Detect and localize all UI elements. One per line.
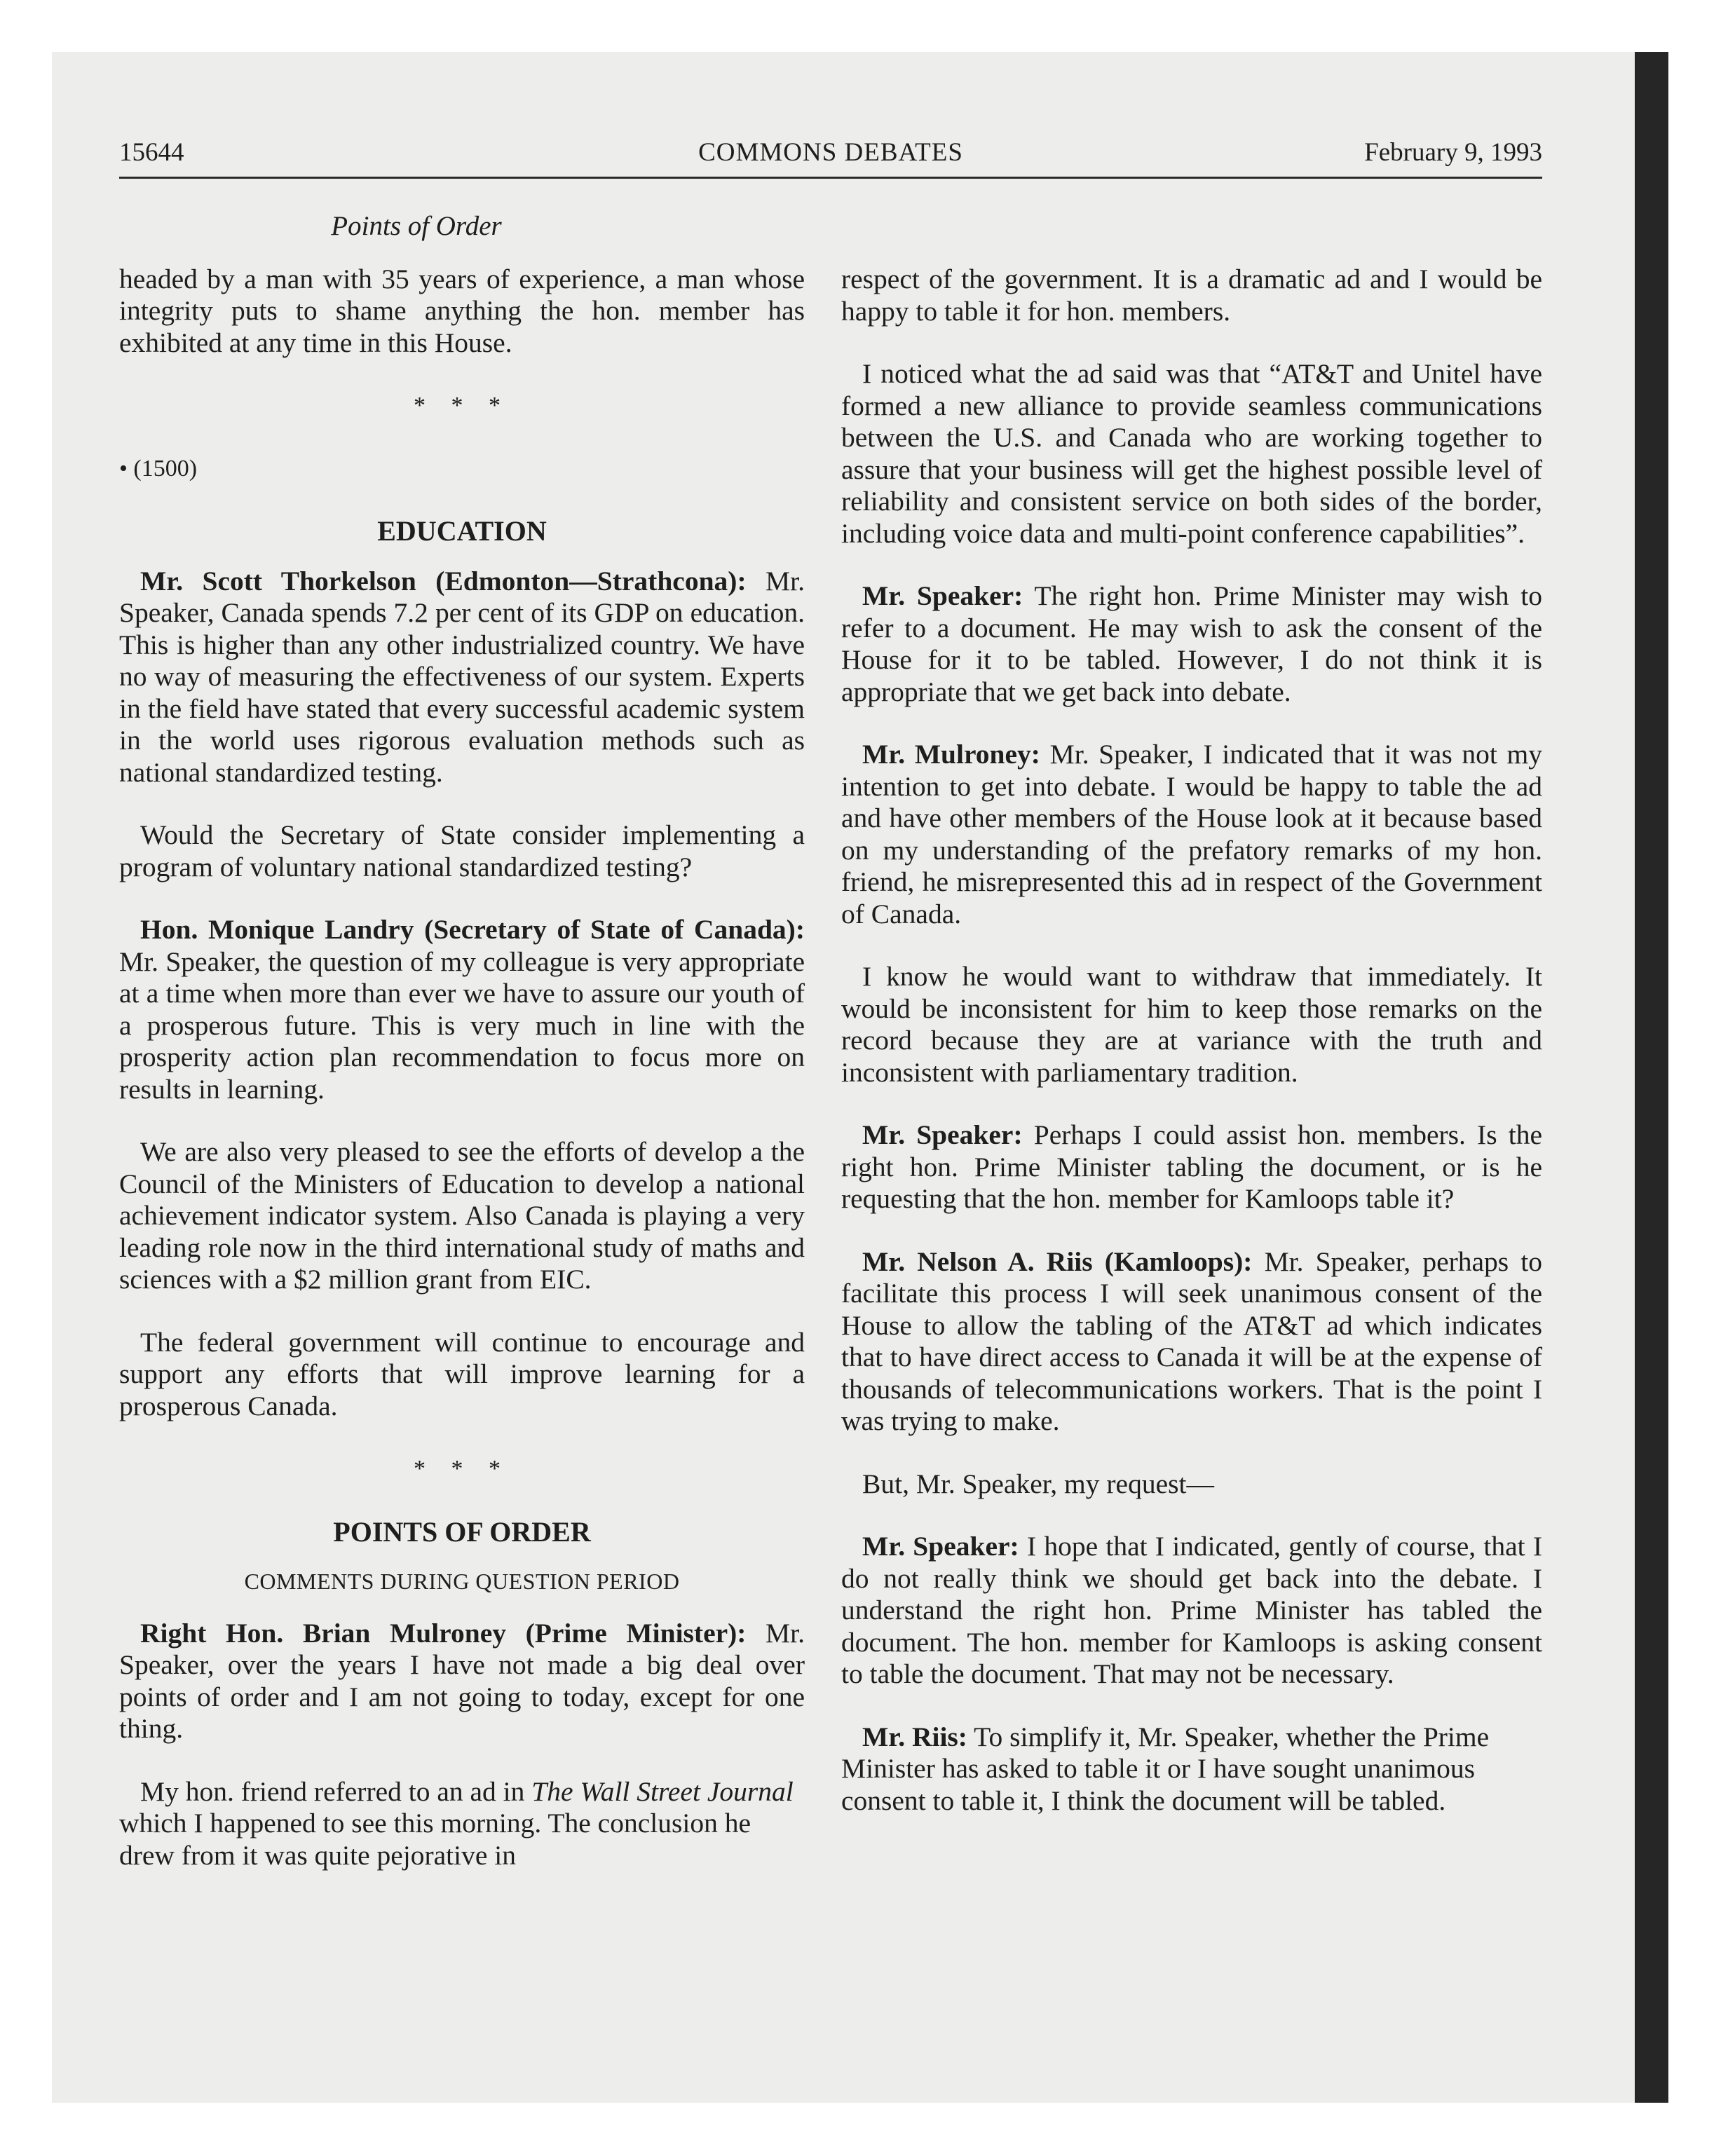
- speech-text: Mr. Speaker, perhaps to facilitate this process I will seek unanimous consent of the House to allow the tabling of the AT&T ad which indicates that to have direct access to Canada it will be at the expense of thousands of telecommunications workers. That is the point I was trying to make.: [841, 1246, 1543, 1436]
- speaker-name: Mr. Speaker:: [862, 580, 1023, 611]
- section-separator: * * *: [414, 393, 510, 418]
- section-heading-education: EDUCATION: [377, 515, 547, 547]
- speaker-name: Mr. Riis:: [862, 1721, 967, 1752]
- speaker-name: Mr. Nelson A. Riis (Kamloops):: [862, 1246, 1253, 1277]
- paragraph: respect of the government. It is a dramatic ad and I would be happy to table it for hon. members.: [841, 264, 1542, 327]
- paragraph: [119, 914, 805, 1105]
- publication-date: February 9, 1993: [1364, 138, 1542, 167]
- paragraph: We are also very pleased to see the efforts of develop a the Council of the Ministers of Education to develop a national achievement indicator system. Also Canada is playing a very leading role now in the third international study of maths and sciences with a $2 million grant from EIC.: [119, 1136, 805, 1295]
- header-rule: [119, 177, 1542, 179]
- paragraph: [841, 580, 1542, 708]
- timestamp: • (1500): [119, 455, 198, 482]
- speech-text: Mr. Speaker, over the years I have not made a big deal over points of order and I am not going to today, except for one thing.: [119, 1617, 805, 1744]
- speaker-name: Mr. Speaker:: [862, 1531, 1019, 1562]
- paragraph: But, Mr. Speaker, my request—: [862, 1468, 1214, 1499]
- speech-text: I hope that I indicated, gently of course, that I do not really think we should get back into the debate. I understand the right hon. Prime Minister has tabled the document. The hon. member for Kamloops is asking consent to table the document. That may not be necessary.: [841, 1531, 1542, 1689]
- right-column: [841, 264, 1542, 1817]
- paragraph: I noticed what the ad said was that “AT&T and Unitel have formed a new alliance to provide seamless communications between the U.S. and Canada who are working together to assure that your business will get the highest possible level of reliability and consistent service on both sides of the border, including voice data and multi-point conference capabilities”.: [841, 358, 1542, 549]
- speech-text: Mr. Speaker, I indicated that it was not my intention to get into debate. I would be happy to table the ad and have other members of the House look at it because based on my understanding of the prefatory remarks of my hon. friend, he misrepresented this ad in respect of the Government of Canada.: [841, 739, 1542, 929]
- paragraph: [841, 1246, 1542, 1438]
- paragraph: [119, 1776, 805, 1872]
- speaker-name: Mr. Speaker:: [862, 1119, 1023, 1150]
- speech-text: which I happened to see this morning. The conclusion he drew from it was quite pejorative in: [119, 1808, 751, 1871]
- paragraph: [841, 1721, 1542, 1817]
- speech-text: My hon. friend referred to an ad in: [140, 1775, 532, 1807]
- scan-edge-shadow: [1635, 52, 1668, 2103]
- paragraph: [841, 1119, 1542, 1215]
- paragraph: [119, 1618, 805, 1745]
- publication-name: The Wall Street Journal: [531, 1775, 794, 1807]
- speech-text: Mr. Speaker, the question of my colleague is very appropriate at a time when more than ever we have to assure our youth of a prosperous future. This is very much in line with the prosperity action plan recommendation to focus more on results in learning.: [119, 946, 805, 1105]
- paragraph: The federal government will continue to encourage and support any efforts that will improve learning for a prosperous Canada.: [119, 1326, 805, 1421]
- speech-text: To simplify it, Mr. Speaker, whether the Prime Minister has asked to table it or I have sought unanimous consent to table it, I think the document will be tabled.: [841, 1721, 1490, 1816]
- page-header: [119, 137, 1542, 177]
- paragraph: [841, 739, 1542, 930]
- speaker-name: Mr. Mulroney:: [862, 739, 1040, 770]
- paragraph: I know he would want to withdraw that immediately. It would be inconsistent for him to keep those remarks on the record because they are at variance with the truth and inconsistent with parliamentary tradition.: [841, 961, 1542, 1088]
- section-heading-points-of-order: POINTS OF ORDER: [333, 1515, 591, 1548]
- page-number: 15644: [119, 138, 184, 167]
- section-separator: * * *: [414, 1456, 510, 1482]
- speaker-name: Hon. Monique Landry (Secretary of State of Canada):: [140, 914, 805, 945]
- speech-text: Perhaps I could assist hon. members. Is the right hon. Prime Minister tabling the document, or is he requesting that the hon. member for Kamloops table it?: [841, 1119, 1542, 1214]
- speaker-name: Right Hon. Brian Mulroney (Prime Minister):: [140, 1617, 747, 1649]
- paragraph: Would the Secretary of State consider implementing a program of voluntary national standardized testing?: [119, 819, 805, 882]
- left-column: [119, 210, 805, 1871]
- subheading: COMMENTS DURING QUESTION PERIOD: [244, 1569, 680, 1594]
- speech-text: The right hon. Prime Minister may wish to refer to a document. He may wish to ask the consent of the House for it to be tabled. However, I do not think it is appropriate that we get back into debate.: [841, 580, 1543, 707]
- speaker-name: Mr. Scott Thorkelson (Edmonton—Strathcona):: [140, 565, 747, 596]
- speech-text: Mr. Speaker, Canada spends 7.2 per cent of its GDP on education. This is higher than any other industrialized country. We have no way of measuring the effectiveness of our system. Experts in the field have stated that every successful academic system in the world uses rigorous evaluation methods such as national standardized testing.: [119, 565, 805, 788]
- paragraph: [841, 1531, 1542, 1691]
- running-head: Points of Order: [331, 211, 502, 241]
- paragraph: [119, 566, 805, 789]
- paragraph: headed by a man with 35 years of experience, a man whose integrity puts to shame anything the hon. member has exhibited at any time in this House.: [119, 263, 805, 358]
- publication-title: COMMONS DEBATES: [698, 138, 963, 167]
